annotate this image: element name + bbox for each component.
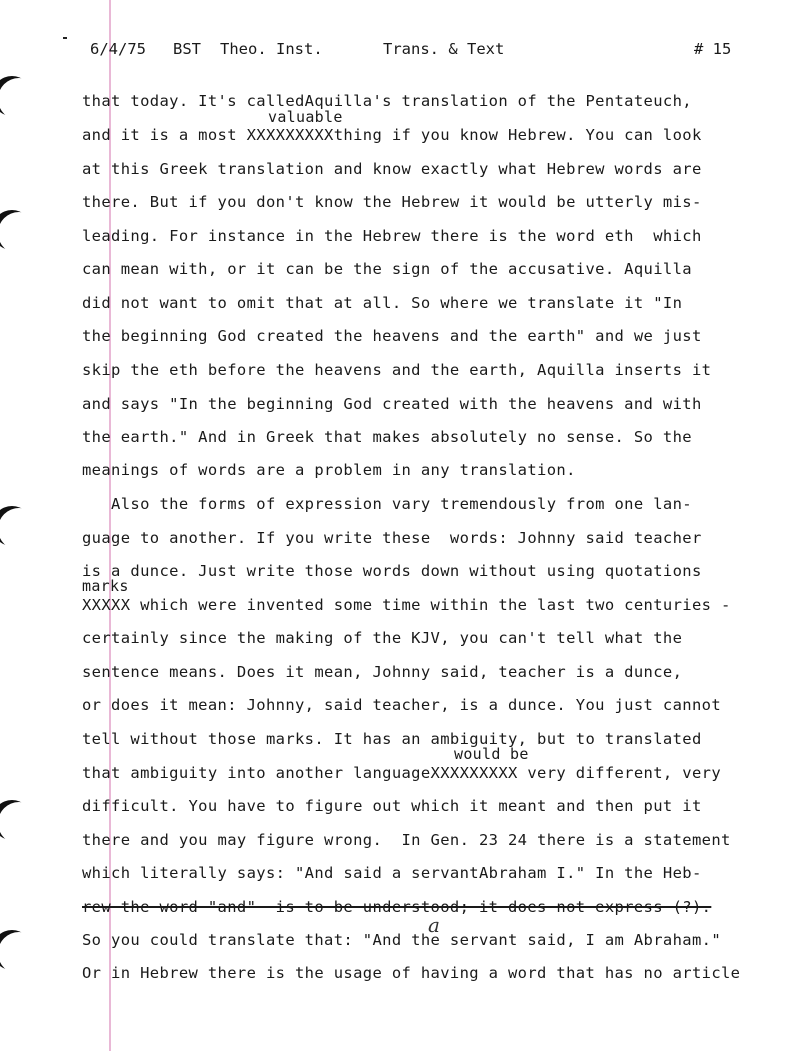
text-line: sentence means. Does it mean, Johnny said, teacher is a dunce, xyxy=(82,663,683,681)
punch-hole xyxy=(0,76,32,116)
text-line: difficult. You have to figure out which it meant and then put it xyxy=(82,797,702,815)
insertion-marks: marks xyxy=(82,577,129,595)
text-line: is a dunce. Just write those words down without using quotations xyxy=(82,562,702,580)
text-line: the earth." And in Greek that makes absolutely no sense. So the xyxy=(82,428,692,446)
text-line: and it is a most XXXXXXXXXthing if you know Hebrew. You can look xyxy=(82,126,702,144)
header-document-type: Trans. & Text xyxy=(383,40,505,58)
text-line: XXXXX which were invented some time within the last two centuries - xyxy=(82,596,731,614)
text-line: skip the eth before the heavens and the earth, Aquilla inserts it xyxy=(82,361,712,379)
text-line: Also the forms of expression vary tremendously from one lan- xyxy=(82,495,692,513)
text-line: or does it mean: Johnny, said teacher, is a dunce. You just cannot xyxy=(82,696,721,714)
text-line: which literally says: "And said a servantAbraham I." In the Heb- xyxy=(82,864,702,882)
text-line: certainly since the making of the KJV, you can't tell what the xyxy=(82,629,683,647)
page-header xyxy=(90,40,750,62)
text-line: meanings of words are a problem in any translation. xyxy=(82,461,576,479)
text-line: tell without those marks. It has an ambiguity, but to translated xyxy=(82,730,702,748)
punch-hole xyxy=(0,506,32,546)
text-line: Or in Hebrew there is the usage of having a word that has no article xyxy=(82,964,741,982)
page-number: # 15 xyxy=(694,40,732,58)
text-line: So you could translate that: "And the servant said, I am Abraham." xyxy=(82,931,721,949)
text-line: that ambiguity into another languageXXXXXXXXX very different, very xyxy=(82,764,721,782)
struck-text-line: rew the word "and" is to be understood; it does not express (?). xyxy=(82,898,712,916)
header-institute: Theo. Inst. xyxy=(220,40,323,58)
text-line: there and you may figure wrong. In Gen. 23 24 there is a statement xyxy=(82,831,731,849)
text-line: that today. It's calledAquilla's translation of the Pentateuch, xyxy=(82,92,692,110)
text-line: can mean with, or it can be the sign of the accusative. Aquilla xyxy=(82,260,692,278)
insertion-would-be: would be xyxy=(454,745,529,763)
text-line: at this Greek translation and know exactly what Hebrew words are xyxy=(82,160,702,178)
text-line: leading. For instance in the Hebrew there is the word eth which xyxy=(82,227,702,245)
stray-mark xyxy=(63,37,67,39)
margin-rule xyxy=(109,0,111,1051)
header-date: 6/4/75 xyxy=(90,40,146,58)
punch-hole xyxy=(0,210,32,250)
text-line: the beginning God created the heavens and the earth" and we just xyxy=(82,327,702,345)
text-line: did not want to omit that at all. So where we translate it "In xyxy=(82,294,683,312)
text-line: there. But if you don't know the Hebrew it would be utterly mis- xyxy=(82,193,702,211)
punch-hole xyxy=(0,930,32,970)
text-line: and says "In the beginning God created with the heavens and with xyxy=(82,395,702,413)
text-line: guage to another. If you write these words: Johnny said teacher xyxy=(82,529,702,547)
header-course: BST xyxy=(173,40,201,58)
handwritten-insertion-a: a xyxy=(428,913,440,937)
punch-hole xyxy=(0,800,32,840)
insertion-valuable: valuable xyxy=(268,108,343,126)
